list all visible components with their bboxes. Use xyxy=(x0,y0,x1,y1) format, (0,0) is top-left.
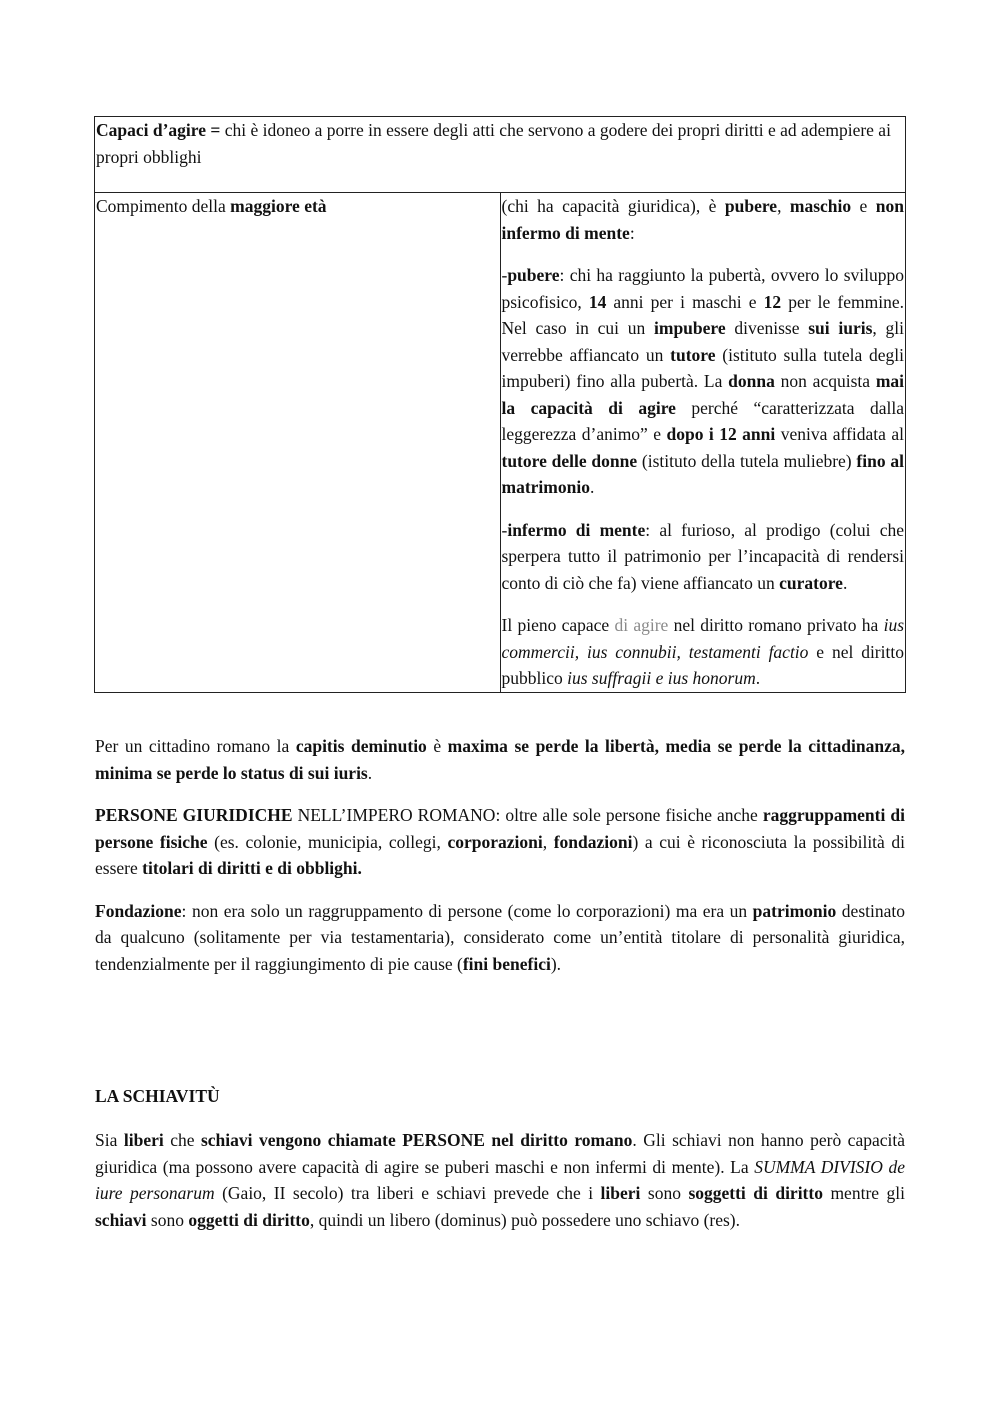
capitis-paragraph: Per un cittadino romano la capitis deminutio è maxima se perde la libertà, media se perde la cittadinanza, minima se perde lo status di sui iuris. xyxy=(95,736,905,783)
capacity-table xyxy=(94,116,906,693)
left-cell-text: Compimento della xyxy=(96,196,231,216)
schiavitu-paragraph: Sia liberi che schiavi vengono chiamate PERSONE nel diritto romano. Gli schiavi non hanno però capacità giuridica (ma possono avere capacità di agire se puberi maschi e non infermi di mente). La SUMMA DIVISIO de iure personarum (Gaio, II secolo) tra liberi e schiavi prevede che i liberi sono soggetti di diritto mentre gli schiavi sono oggetti di diritto, quindi un libero (dominus) può possedere uno schiavo (res). xyxy=(95,1130,905,1230)
header-definition: chi è idoneo a porre in essere degli atti che servono a godere dei propri diritti e ad adempiere ai propri obblighi xyxy=(96,120,891,167)
header-term: Capaci d’agire = xyxy=(96,120,221,140)
intro-paragraph: (chi ha capacità giuridica), è pubere, maschio e non infermo di mente: xyxy=(501,196,904,243)
table-right-cell xyxy=(500,193,906,693)
table-header-cell xyxy=(95,117,906,193)
body-paragraphs xyxy=(95,733,905,993)
pubere-paragraph: -pubere: chi ha raggiunto la pubertà, ovvero lo sviluppo psicofisico, 14 anni per i maschi e 12 per le femmine. Nel caso in cui un impubere divenisse sui iuris, gli verrebbe affiancato un tutore (istituto sulla tutela degli impuberi) fino alla pubertà. La donna non acquista mai la capacità di agire perché “caratterizzata dalla leggerezza d’animo” e dopo i 12 anni veniva affidata al tutore delle donne (istituto della tutela muliebre) fino al matrimonio. xyxy=(501,265,905,497)
schiavitu-section xyxy=(95,1127,905,1249)
fondazione-paragraph: Fondazione: non era solo un raggruppamento di persone (come lo corporazioni) ma era un patrimonio destinato da qualcuno (solitamente per via testamentaria), considerato come un’entità titolare di personalità giuridica, tendenzialmente per il raggiungimento di pie cause (fini benefici). xyxy=(95,900,905,974)
infermo-paragraph: -infermo di mente: al furioso, al prodigo (colui che sperpera tutto il patrimonio per l’incapacità di rendersi conto di ciò che fa) viene affiancato un curatore. xyxy=(501,519,904,593)
table-left-cell xyxy=(95,193,501,693)
section-heading: LA SCHIAVITÙ xyxy=(95,1086,220,1106)
persone-giuridiche-paragraph: PERSONE GIURIDICHE NELL’IMPERO ROMANO: oltre alle sole persone fisiche anche raggruppamenti di persone fisiche (es. colonie, municipia, collegi, corporazioni, fondazioni) a cui è riconosciuta la possibilità di essere titolari di diritti e di obblighi. xyxy=(95,805,905,878)
pieno-capace-paragraph: Il pieno capace di agire nel diritto romano privato ha ius commercii, ius connubii, testamenti factio e nel diritto pubblico ius suffragii e ius honorum. xyxy=(501,615,905,688)
left-cell-bold: maggiore età xyxy=(230,196,327,216)
